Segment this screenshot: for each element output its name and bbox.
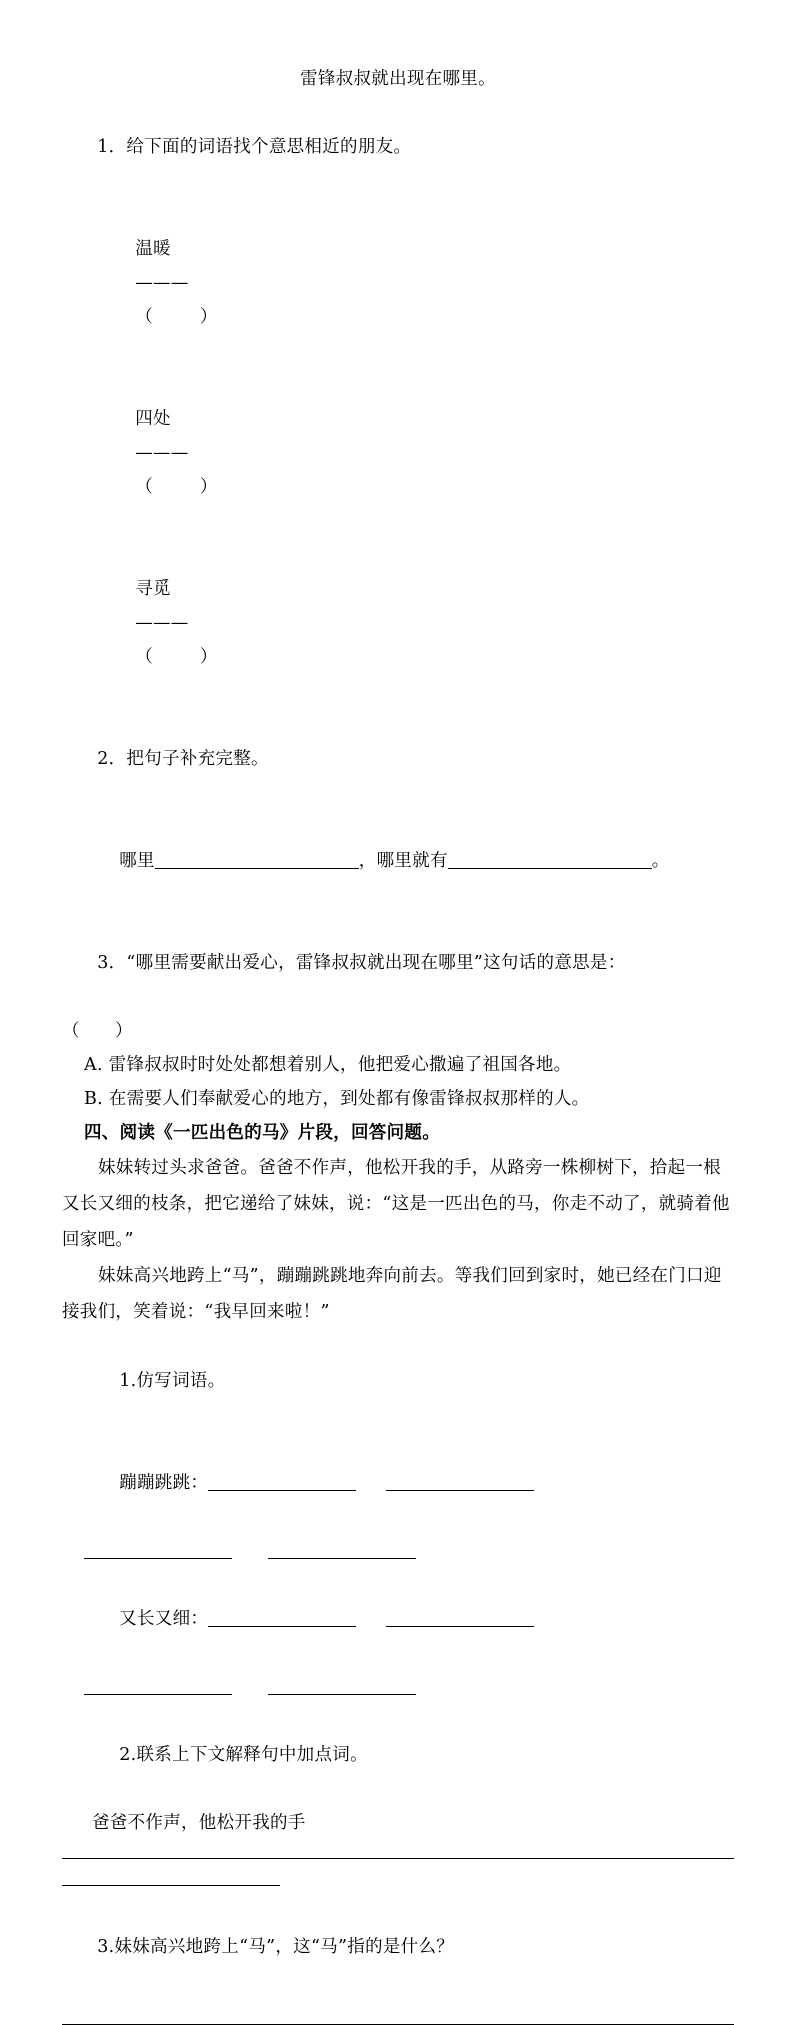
sub3-answer-line-1-wrap bbox=[62, 1998, 734, 2025]
q1-item-3-answer[interactable]: （ ） bbox=[135, 647, 218, 667]
sub1-item-1-blank-row-2 bbox=[62, 1534, 734, 1568]
sub1-item-2-blank-2[interactable] bbox=[386, 1626, 534, 1627]
q1-item-2-answer[interactable]: （ ） bbox=[135, 477, 218, 497]
question-1-text: 给下面的词语找个意思相近的朋友。 bbox=[126, 137, 412, 157]
sub1-item-1-blank-1[interactable] bbox=[208, 1490, 356, 1491]
q1-item-3 bbox=[62, 538, 734, 708]
sub1-item-2 bbox=[62, 1568, 734, 1670]
sub2-answer-line-1-wrap bbox=[62, 1840, 734, 1859]
q1-item-2 bbox=[62, 368, 734, 538]
sub-question-2-prompt bbox=[62, 1704, 734, 1806]
q1-item-2-word: 四处 bbox=[135, 409, 171, 429]
q2-sentence-end: 。 bbox=[651, 851, 670, 871]
q1-item-1-answer[interactable]: （ ） bbox=[135, 307, 218, 327]
q1-item-3-word: 寻觅 bbox=[135, 579, 171, 599]
question-2-fill bbox=[62, 810, 734, 912]
sub-question-2-number: 2. bbox=[119, 1745, 137, 1765]
header-line: 雷锋叔叔就出现在哪里。 bbox=[300, 69, 496, 89]
section-4-paragraph-2: 妹妹高兴地跨上“马”，蹦蹦跳跳地奔向前去。等我们回到家时，她已经在门口迎接我们，笑着说：“我早回来啦！” bbox=[62, 1266, 722, 1322]
sub1-item-1-label: 蹦蹦跳跳： bbox=[119, 1473, 209, 1493]
sub-question-2-sentence: 爸爸不作声，他松开我的手 bbox=[92, 1813, 306, 1833]
sub1-item-2-blank-4[interactable] bbox=[268, 1694, 416, 1695]
sub1-item-2-blank-row-2 bbox=[62, 1670, 734, 1704]
q1-item-1-dash: ——— bbox=[135, 273, 189, 293]
question-1-prompt bbox=[62, 96, 734, 198]
sub-question-3-prompt bbox=[62, 1886, 734, 1998]
question-2-number: 2． bbox=[97, 749, 127, 769]
q2-blank-1[interactable] bbox=[155, 868, 359, 869]
sub-question-3-text: 妹妹高兴地跨上“马”，这“马”指的是什么？ bbox=[114, 1937, 455, 1957]
question-3-bracket[interactable]: （ ） bbox=[62, 1021, 133, 1041]
q1-item-3-dash: ——— bbox=[135, 613, 189, 633]
sub1-item-2-label: 又长又细： bbox=[119, 1609, 209, 1629]
sub1-item-1-blank-2[interactable] bbox=[386, 1490, 534, 1491]
question-1-number: 1． bbox=[97, 137, 127, 157]
sub-question-1-text: 仿写词语。 bbox=[136, 1371, 226, 1391]
question-3-option-b[interactable]: B. 在需要人们奉献爱心的地方，到处都有像雷锋叔叔那样的人。 bbox=[84, 1089, 590, 1109]
question-2-text: 把句子补充完整。 bbox=[126, 749, 269, 769]
q1-item-2-dash: ——— bbox=[135, 443, 189, 463]
q2-blank-2[interactable] bbox=[448, 868, 652, 869]
question-3-number: 3． bbox=[97, 953, 127, 973]
sub2-answer-line-2-wrap bbox=[62, 1859, 734, 1886]
question-3-text: “哪里需要献出爱心，雷锋叔叔就出现在哪里”这句话的意思是： bbox=[126, 953, 626, 973]
sub1-item-1-blank-3[interactable] bbox=[84, 1558, 232, 1559]
sub1-item-1-blank-4[interactable] bbox=[268, 1558, 416, 1559]
sub-question-2-text: 联系上下文解释句中加点词。 bbox=[136, 1745, 368, 1765]
q1-item-1 bbox=[62, 198, 734, 368]
q1-item-1-word: 温暖 bbox=[135, 239, 171, 259]
document-content bbox=[62, 62, 734, 2025]
sub-question-1-number: 1. bbox=[119, 1371, 137, 1391]
sub-question-3-number: 3. bbox=[97, 1937, 115, 1957]
section-4-paragraph-1: 妹妹转过头求爸爸。爸爸不作声，他松开我的手，从路旁一株柳树下，拾起一根又长又细的枝条，把它递给了妹妹，说：“这是一匹出色的马，你走不动了，就骑着他回家吧。” bbox=[62, 1158, 730, 1250]
section-4-title: 四、阅读《一匹出色的马》片段，回答问题。 bbox=[84, 1123, 440, 1143]
question-3-prompt bbox=[62, 912, 734, 1014]
sub1-item-2-blank-3[interactable] bbox=[84, 1694, 232, 1695]
sub1-item-1 bbox=[62, 1432, 734, 1534]
sub1-item-2-blank-1[interactable] bbox=[208, 1626, 356, 1627]
question-3-option-a[interactable]: A. 雷锋叔叔时时处处都想着别人，他把爱心撒遍了祖国各地。 bbox=[84, 1055, 572, 1075]
q2-sentence-start: 哪里 bbox=[119, 851, 155, 871]
sub-question-1-prompt bbox=[62, 1330, 734, 1432]
question-2-prompt bbox=[62, 708, 734, 810]
q2-sentence-mid: ，哪里就有 bbox=[358, 851, 448, 871]
